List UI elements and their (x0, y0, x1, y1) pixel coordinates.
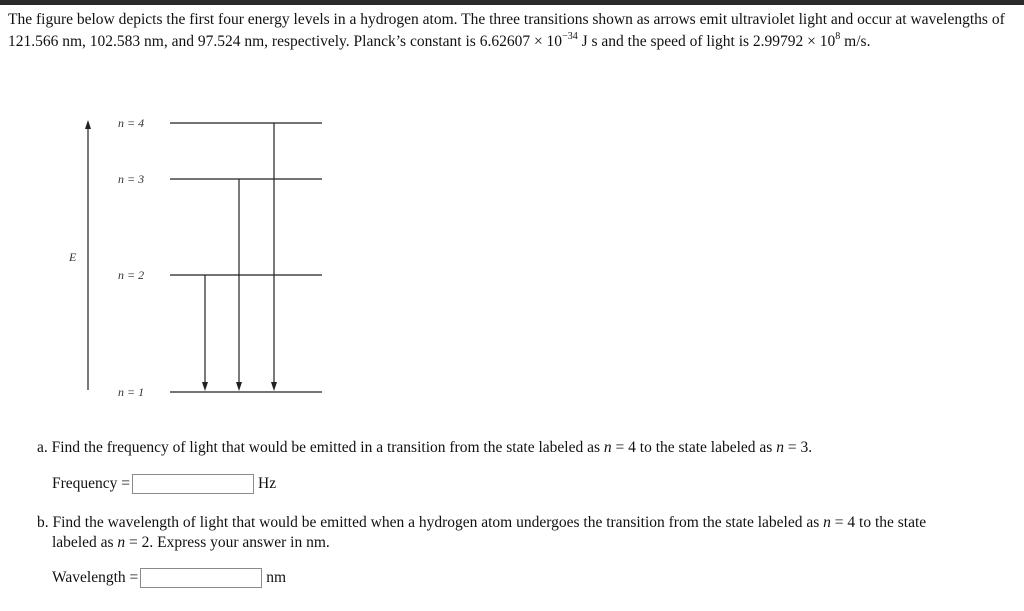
planck-exponent: −34 (562, 31, 578, 42)
question-a-variable: n (603, 439, 612, 456)
frequency-input[interactable] (132, 474, 254, 494)
level-label-n3: n = 3 (118, 172, 145, 186)
wavelength-unit: nm (266, 569, 287, 586)
problem-intro (8, 9, 1013, 53)
intro-text-2: J s and the speed of light is 2.99792 × 10 (577, 33, 836, 50)
energy-axis-arrowhead (85, 120, 91, 129)
frequency-unit: Hz (258, 475, 277, 492)
question-b (37, 513, 997, 553)
question-a-variable: n (776, 439, 784, 456)
question-b-variable: n (823, 514, 831, 531)
question-b-variable: n (117, 534, 126, 551)
wavelength-row (52, 568, 286, 588)
intro-text-1: The figure below depicts the first four energy levels in a hydrogen atom. The three transitions shown as arrows emit ultraviolet light and occur at wavelengths of 121.566 nm, 102.583 nm, and 97.524 nm, respectively. Planck’s constant is 6.62607 × 10 (8, 11, 1005, 50)
question-b-line2-end: = 2. Express your answer in nm. (125, 534, 330, 551)
question-a-text: a. Find the frequency of light that would be emitted in a transition from the state labeled as (37, 439, 604, 456)
question-b-text: b. Find the wavelength of light that would be emitted when a hydrogen atom undergoes the transition from the state labeled as (37, 514, 824, 531)
intro-text-3: m/s. (840, 33, 871, 50)
transition-arrowhead-4-to-1 (271, 382, 277, 391)
level-label-n4: n = 4 (118, 116, 145, 130)
question-b-line2-text: labeled as (52, 534, 118, 551)
transition-arrowhead-2-to-1 (202, 382, 208, 391)
energy-level-diagram (0, 100, 340, 400)
wavelength-input[interactable] (140, 568, 262, 588)
top-border (0, 0, 1024, 5)
frequency-row (52, 474, 276, 494)
question-b-text-mid: = 4 to the state (830, 514, 927, 531)
transition-arrowhead-3-to-1 (236, 382, 242, 391)
question-a (37, 438, 812, 458)
light-speed-exponent: 8 (835, 31, 841, 42)
level-label-n1: n = 1 (118, 385, 145, 399)
frequency-label: Frequency = (52, 475, 131, 492)
wavelength-label: Wavelength = (52, 569, 139, 586)
level-label-n2: n = 2 (118, 268, 145, 282)
question-a-text-mid: = 4 to the state labeled as (611, 439, 777, 456)
question-a-text-end: = 3. (783, 439, 813, 456)
energy-axis-label: E (69, 250, 77, 264)
